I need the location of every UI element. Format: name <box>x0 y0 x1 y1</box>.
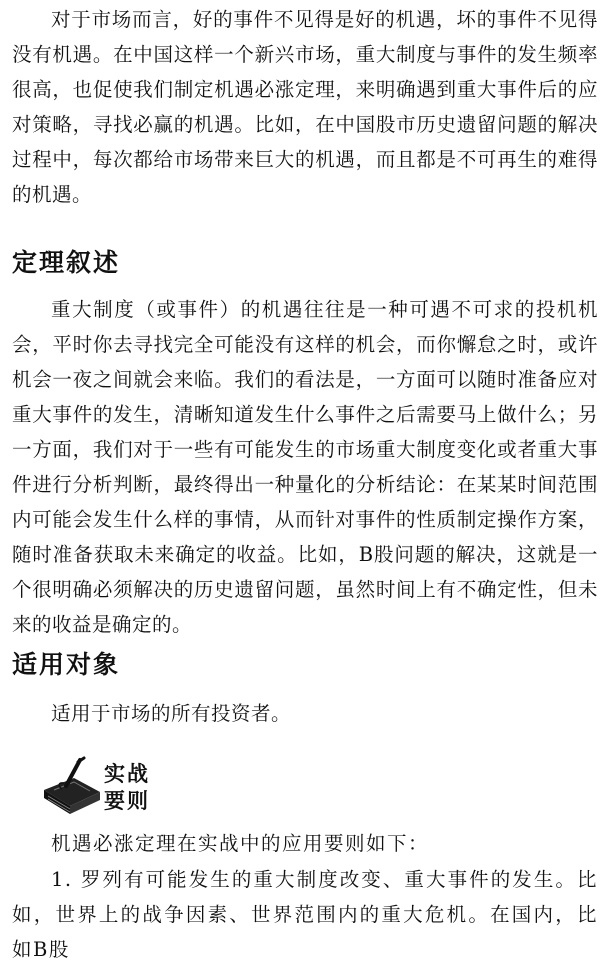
scope-paragraph: 适用于市场的所有投资者。 <box>51 702 292 725</box>
book-with-pen-icon <box>40 756 104 818</box>
rule-1-paragraph: 1. 罗列有可能发生的重大制度改变、重大事件的发生。比如，世界上的战争因素、世界范围内的重大危机。在国内，比如B股 <box>12 868 598 961</box>
badge-label-line2: 要则 <box>104 788 150 813</box>
practice-rules-badge <box>40 756 170 818</box>
statement-paragraph: 重大制度（或事件）的机遇往往是一种可遇不可求的投机机会，平时你去寻找完全可能没有这样的机会，而你懈怠之时，或许机会一夜之间就会来临。我们的看法是，一方面可以随时准备应对重大事件的发生，清晰知道发生什么事件之后需要马上做什么；另一方面，我们对于一些有可能发生的市场重大制度变化或者重大事件进行分析判断，最终得出一种量化的分析结论：在某某时间范围内可能会发生什么样的事情，从而针对事件的性质制定操作方案，随时准备获取未来确定的收益。比如，B股问题的解决，这就是一个很明确必须解决的历史遗留问题，虽然时间上有不确定性，但未来的收益是确定的。 <box>12 298 598 636</box>
badge-label-line1: 实战 <box>104 761 150 786</box>
rules-intro-paragraph: 机遇必涨定理在实战中的应用要则如下： <box>51 832 430 855</box>
badge-label <box>104 760 150 814</box>
intro-paragraph: 对于市场而言，好的事件不见得是好的机遇，坏的事件不见得没有机遇。在中国这样一个新兴市场，重大制度与事件的发生频率很高，也促使我们制定机遇必涨定理，来明确遇到重大事件后的应对策略，寻找必赢的机遇。比如，在中国股市历史遗留问题的解决过程中，每次都给市场带来巨大的机遇，而且都是不可再生的难得的机遇。 <box>12 8 598 206</box>
section-heading-scope: 适用对象 <box>12 650 121 679</box>
section-heading-statement: 定理叙述 <box>12 248 121 277</box>
